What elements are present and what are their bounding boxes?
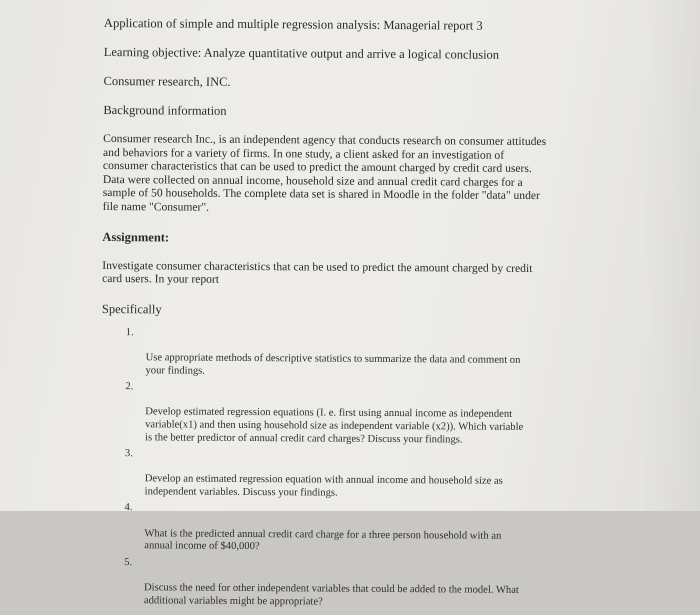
list-item-number: 5.	[124, 556, 133, 569]
list-item	[125, 448, 581, 502]
list-item-number: 2.	[125, 381, 134, 393]
page-shadow	[640, 0, 700, 511]
list-item	[124, 557, 580, 611]
list-item-text: Discuss the need for other independent variables that could be added to the model. What additional variables might be appropriate?	[143, 582, 519, 608]
list-item-text: Develop estimated regression equations (I. e. first using annual income as independent variable(x1) and then using household size as independent variable (x2)). Which variable is the better predictor of annual credit card charges? Discuss your findings.	[145, 406, 524, 446]
document-title: Application of simple and multiple regression analysis: Managerial report 3	[103, 16, 483, 33]
list-item-text: Develop an estimated regression equation with annual income and household size as independent variables. Discuss your findings.	[144, 473, 503, 499]
company-name: Consumer research, INC.	[103, 73, 231, 89]
learning-objective: Learning objective: Analyze quantitative output and arrive a logical conclusion	[103, 44, 500, 62]
list-item-text: What is the predicted annual credit card charge for a three person household with an annual income of $40,000?	[144, 527, 502, 553]
background-heading: Background information	[103, 102, 227, 118]
document-content	[100, 16, 594, 615]
list-item-text: Use appropriate methods of descriptive statistics to summarize the data and comment on your findings.	[145, 352, 521, 377]
list-item-number: 4.	[124, 502, 133, 514]
assignment-paragraph: Investigate consumer characteristics that can be used to predict the amount charged by credit card users. In your report	[102, 258, 533, 286]
task-list	[124, 327, 582, 611]
list-item-number: 3.	[124, 448, 133, 460]
specifically-heading: Specifically	[101, 301, 162, 317]
list-item-number: 1.	[125, 326, 134, 338]
background-paragraph: Consumer research Inc., is an independent agency that conducts research on consumer attitudes and behaviors for a variety of firms. In one study, a client asked for an investigation of consumer characteristics that can be used to predict the amount charged by credit card users. Data were collected on annual income, household size and annual credit card charges for a sample of 50 households. The complete data set is shared in Moodle in the folder "data" under file name "Consumer".	[102, 131, 547, 214]
list-item	[125, 381, 581, 447]
assignment-heading: Assignment:	[102, 229, 170, 245]
list-item	[124, 503, 580, 557]
list-item	[125, 327, 581, 381]
